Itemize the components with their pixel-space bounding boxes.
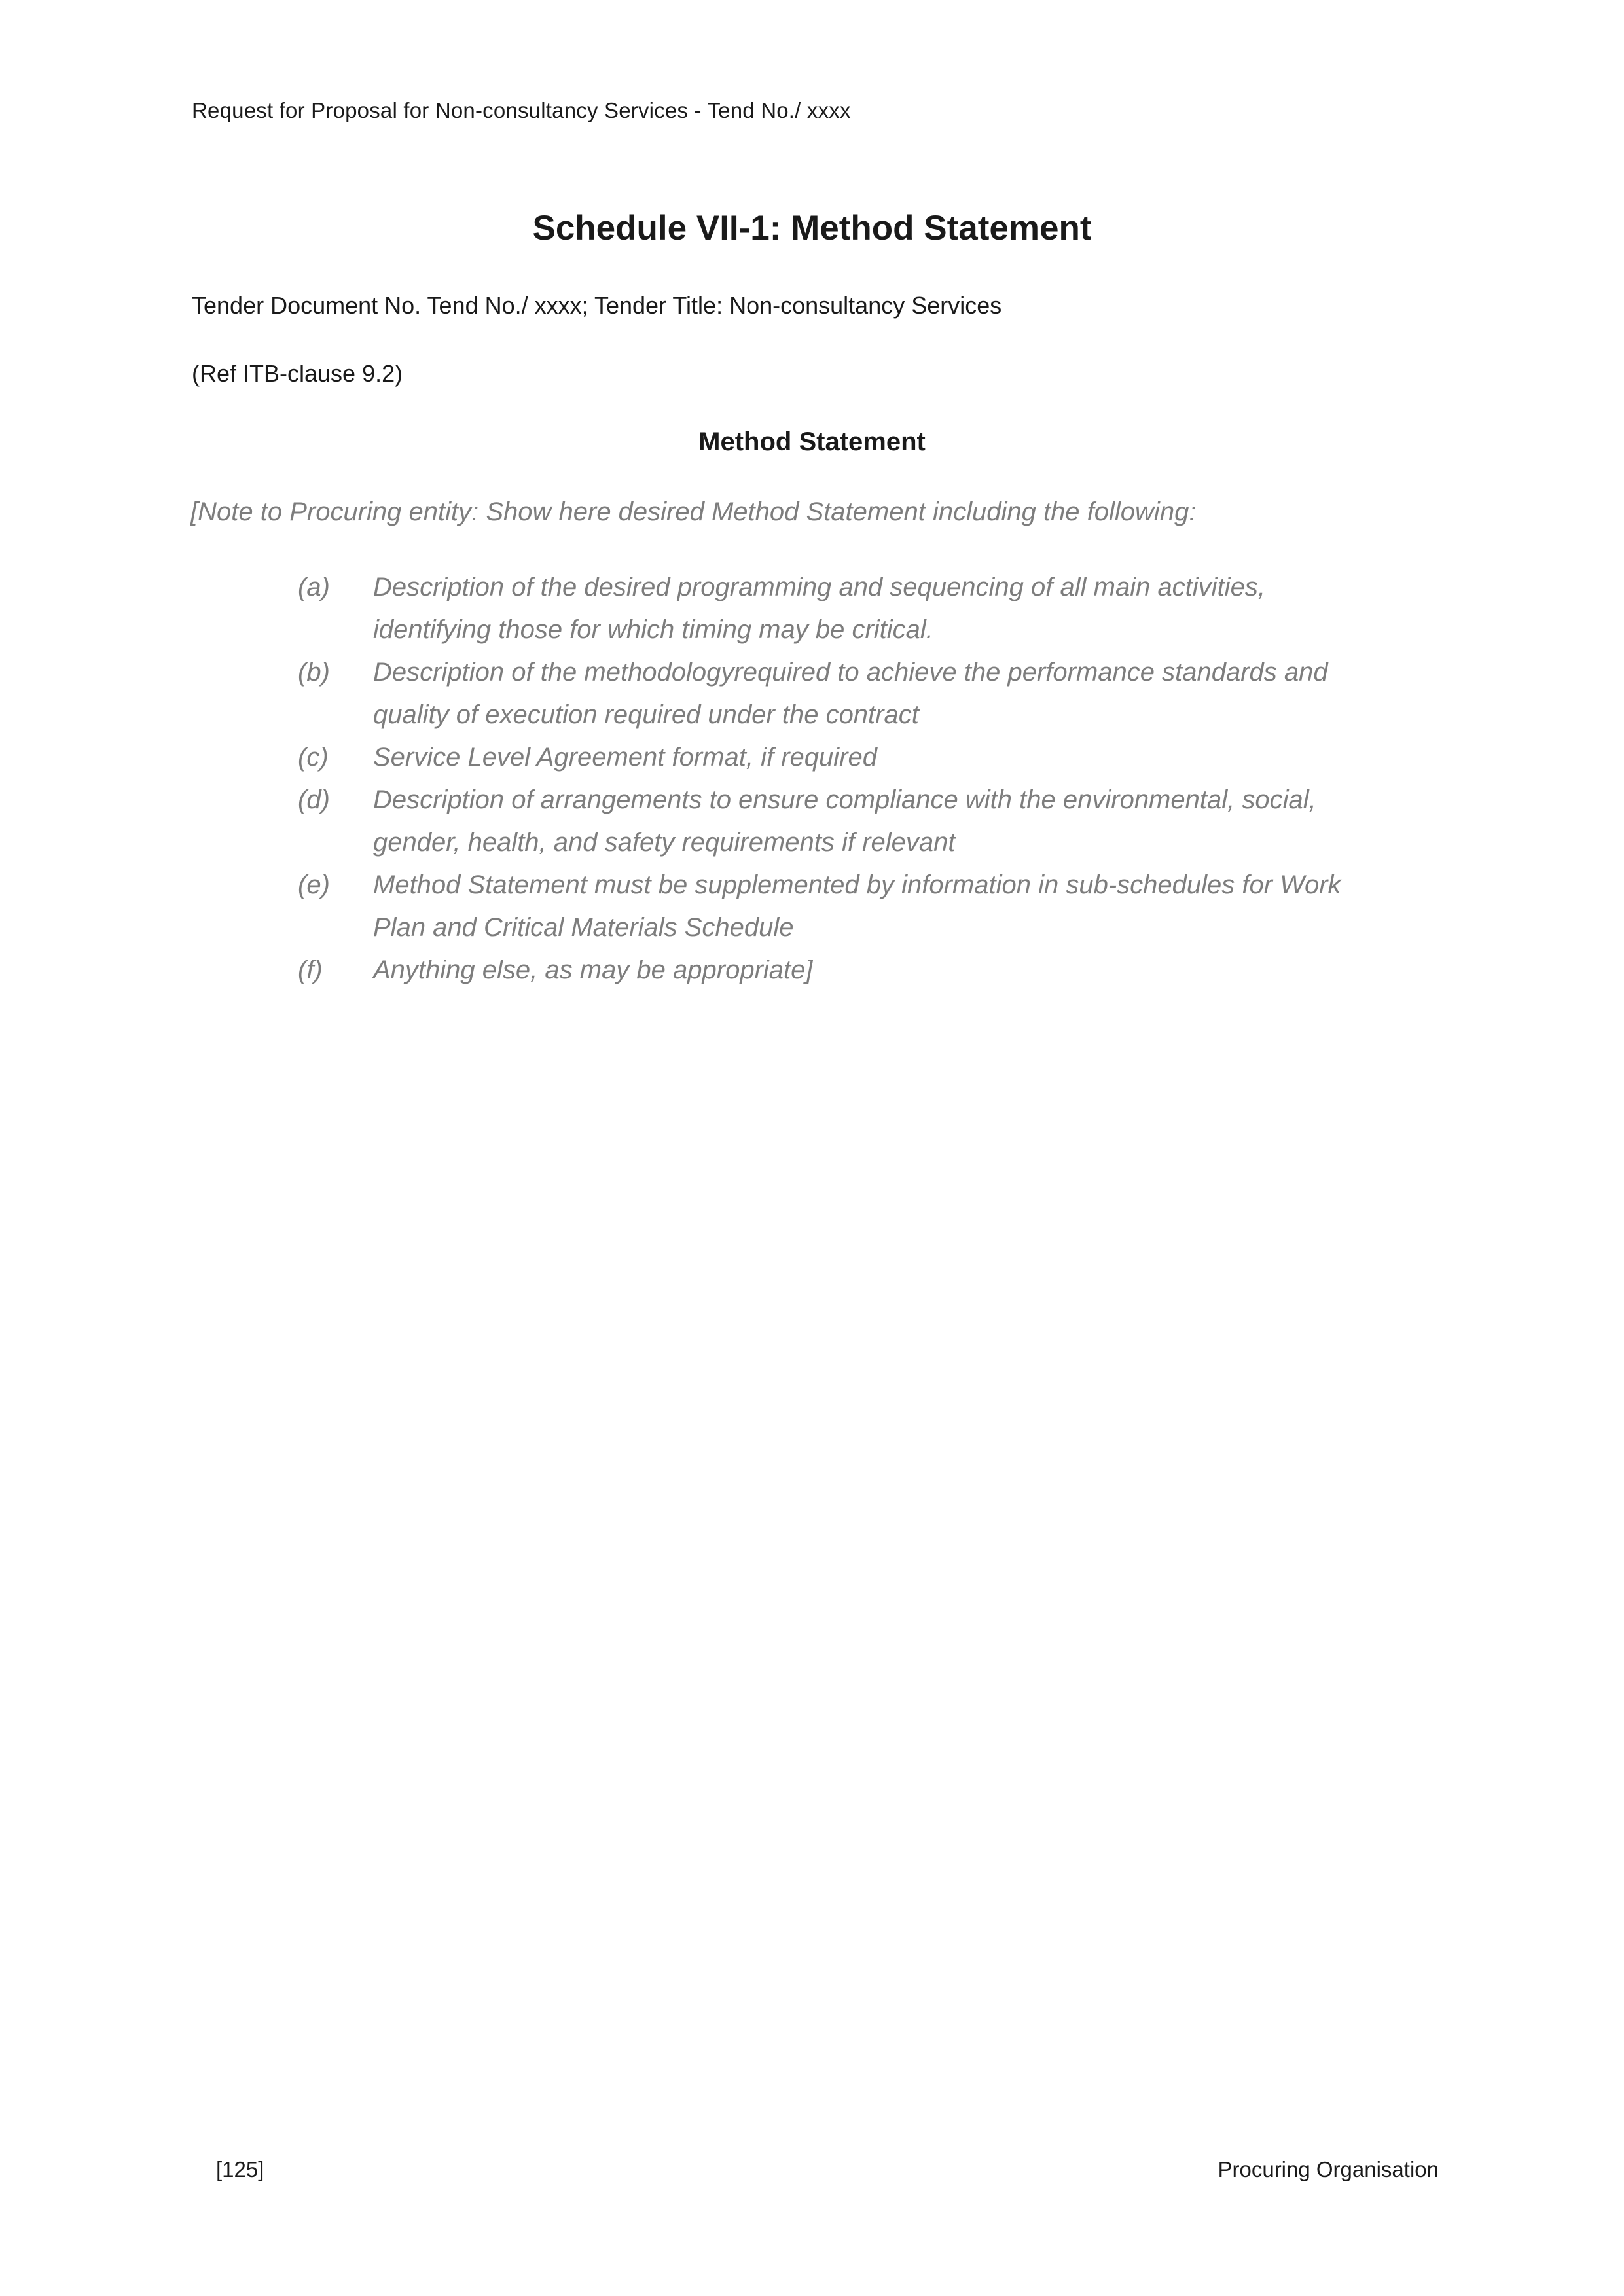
- note-item-line: Description of the desired programming and sequencing of all main activities,: [373, 573, 1265, 601]
- note-item-line: Description of arrangements to ensure compliance with the environmental, social,: [373, 785, 1316, 814]
- note-item-line: quality of execution required under the contract: [373, 700, 919, 729]
- note-list-item: [298, 949, 1424, 992]
- tender-document-line: Tender Document No. Tend No./ xxxx; Tender Title: Non-consultancy Services: [192, 292, 1002, 319]
- schedule-title: Schedule VII-1: Method Statement: [532, 209, 1092, 247]
- method-statement-heading: Method Statement: [698, 427, 926, 456]
- page-header-text: Request for Proposal for Non-consultancy Services - Tend No./ xxxx: [192, 98, 851, 122]
- note-item-line: Anything else, as may be appropriate]: [373, 956, 813, 984]
- note-list-item: [298, 864, 1424, 949]
- note-item-marker: (a): [298, 573, 330, 601]
- note-item-marker: (f): [298, 956, 323, 984]
- note-item-line: gender, health, and safety requirements if relevant: [373, 828, 956, 857]
- note-item-marker: (c): [298, 743, 329, 772]
- page-number: [125]: [216, 2157, 264, 2181]
- note-item-lines: [373, 566, 1424, 651]
- note-list-item: [298, 566, 1424, 651]
- procuring-entity-note-intro: [Note to Procuring entity: Show here desired Method Statement including the following:: [190, 497, 1197, 526]
- note-item-line: identifying those for which timing may be critical.: [373, 615, 933, 644]
- note-list-item: [298, 779, 1424, 864]
- note-item-line: Description of the methodologyrequired to achieve the performance standards and: [373, 658, 1328, 687]
- note-item-marker: (d): [298, 785, 330, 814]
- note-item-lines: [373, 864, 1424, 949]
- note-item-marker: (b): [298, 658, 330, 687]
- note-item-lines: [373, 779, 1424, 864]
- note-item-line: Plan and Critical Materials Schedule: [373, 913, 794, 942]
- note-list-item: [298, 736, 1424, 779]
- note-item-marker: (e): [298, 870, 330, 899]
- note-item-line: Service Level Agreement format, if required: [373, 743, 877, 772]
- footer-organisation-label: Procuring Organisation: [1218, 2157, 1439, 2181]
- note-item-lines: [373, 651, 1424, 736]
- note-list-item: [298, 651, 1424, 736]
- note-item-lines: [373, 736, 1424, 779]
- note-item-line: Method Statement must be supplemented by information in sub-schedules for Work: [373, 870, 1341, 899]
- note-item-lines: [373, 949, 1424, 992]
- note-list: [298, 566, 1424, 992]
- itb-clause-reference: (Ref ITB-clause 9.2): [192, 360, 403, 387]
